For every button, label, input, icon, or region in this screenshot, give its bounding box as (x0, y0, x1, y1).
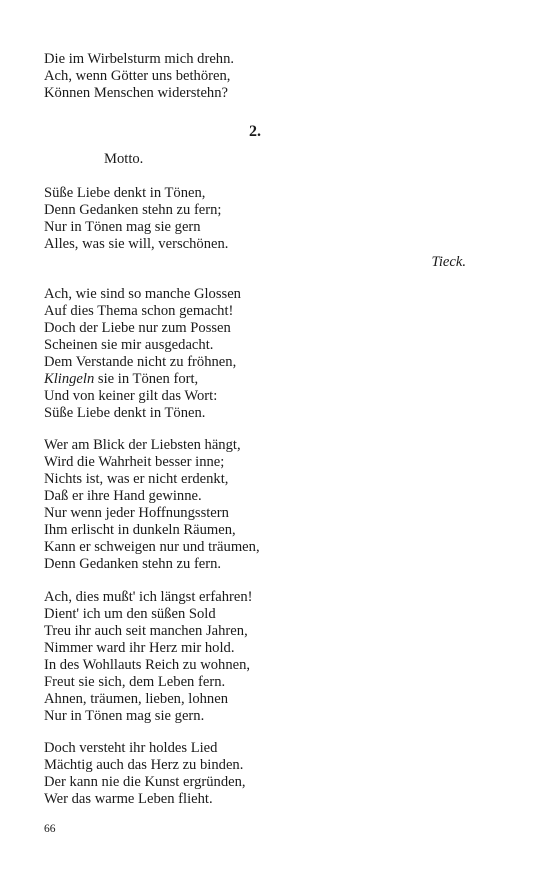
motto-line: Alles, was sie will, verschönen. (44, 236, 229, 252)
poem-line: Dient' ich um den süßen Sold (44, 606, 216, 622)
line-rest: sie in Tönen fort, (94, 371, 199, 387)
poem-line: Dem Verstande nicht zu fröhnen, (44, 354, 237, 370)
motto-attribution: Tieck. (431, 254, 466, 270)
poem-line: Auf dies Thema schon gemacht! (44, 303, 234, 319)
section-number: 2. (249, 123, 261, 140)
poem-line: Scheinen sie mir ausgedacht. (44, 337, 214, 353)
poem-line: Nichts ist, was er nicht erdenkt, (44, 471, 229, 487)
page-number: 66 (44, 823, 56, 835)
poem-line: Ach, wenn Götter uns bethören, (44, 68, 231, 84)
poem-line: Wer das warme Leben flieht. (44, 791, 213, 807)
motto-label: Motto. (104, 151, 144, 167)
poem-line: Treu ihr auch seit manchen Jahren, (44, 623, 248, 639)
motto-line: Süße Liebe denkt in Tönen, (44, 185, 206, 201)
poem-line: In des Wohllauts Reich zu wohnen, (44, 657, 251, 673)
poem-line: Ach, dies mußt' ich längst erfahren! (44, 589, 253, 605)
poem-line: Wer am Blick der Liebsten hängt, (44, 437, 241, 453)
poem-line: Die im Wirbelsturm mich drehn. (44, 51, 235, 67)
poem-line: Doch versteht ihr holdes Lied (44, 740, 218, 756)
poem-line: Süße Liebe denkt in Tönen. (44, 405, 206, 421)
poem-line: Ach, wie sind so manche Glossen (44, 286, 241, 302)
poem-line (44, 371, 198, 388)
motto-line: Nur in Tönen mag sie gern (44, 219, 201, 235)
italic-word: Klingeln (44, 371, 95, 387)
poem-line: Und von keiner gilt das Wort: (44, 388, 218, 404)
poem-line: Nur in Tönen mag sie gern. (44, 708, 205, 724)
poem-line: Ihm erlischt in dunkeln Räumen, (44, 522, 236, 538)
poem-line: Doch der Liebe nur zum Possen (44, 320, 231, 336)
poem-line: Der kann nie die Kunst ergründen, (44, 774, 246, 790)
poem-line: Nur wenn jeder Hoffnungsstern (44, 505, 229, 521)
poem-line: Wird die Wahrheit besser inne; (44, 454, 225, 470)
poem-line: Freut sie sich, dem Leben fern. (44, 674, 226, 690)
poem-line: Mächtig auch das Herz zu binden. (44, 757, 244, 773)
poem-line: Ahnen, träumen, lieben, lohnen (44, 691, 228, 707)
poem-line: Daß er ihre Hand gewinne. (44, 488, 202, 504)
poem-line: Können Menschen widerstehn? (44, 85, 228, 101)
poem-line: Denn Gedanken stehn zu fern. (44, 556, 222, 572)
poem-line: Nimmer ward ihr Herz mir hold. (44, 640, 235, 656)
poem-line: Kann er schweigen nur und träumen, (44, 539, 260, 555)
motto-line: Denn Gedanken stehn zu fern; (44, 202, 222, 218)
